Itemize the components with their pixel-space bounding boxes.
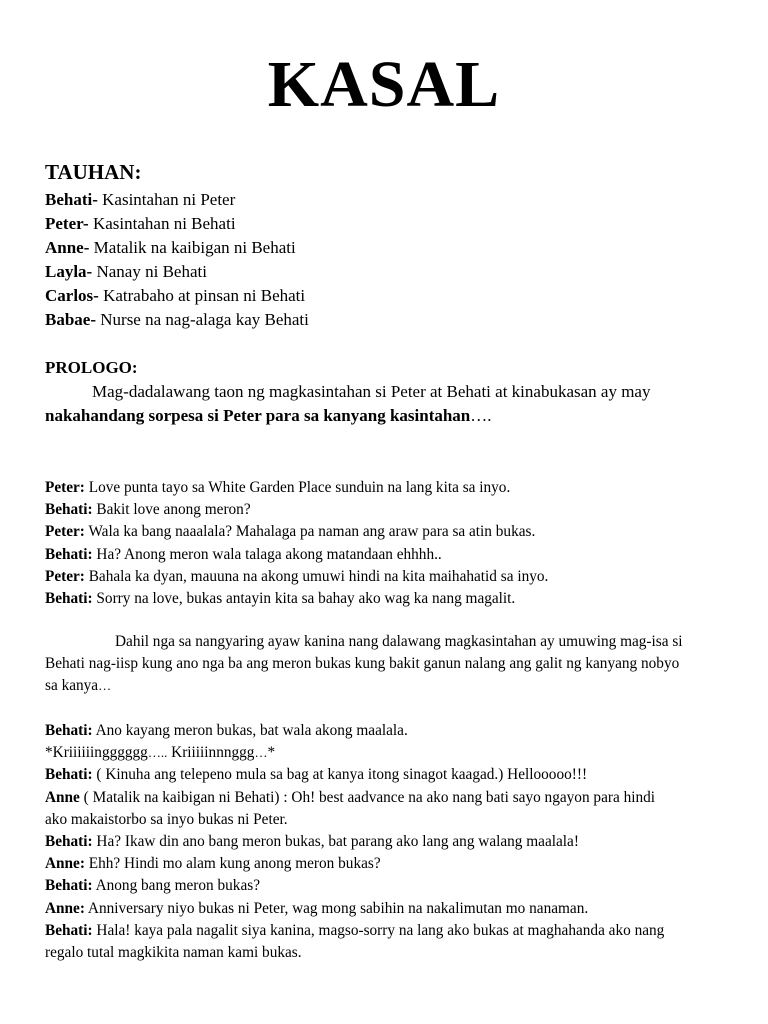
character-list: [45, 188, 309, 332]
speaker: Behati:: [45, 501, 93, 519]
character-desc: Kasintahan ni Peter: [97, 190, 236, 209]
character-name: Babae-: [45, 310, 96, 329]
dialogue-line: [45, 875, 735, 897]
dialogue-line: regalo tutal magkikita naman kami bukas.: [45, 944, 302, 962]
dialogue-text: Anong bang meron bukas?: [92, 877, 260, 895]
prologo-line: [45, 404, 725, 428]
narration-line: [45, 675, 735, 697]
character-row: [45, 308, 309, 332]
speaker: Behati:: [45, 590, 93, 608]
prologo-heading: PROLOGO:: [45, 358, 138, 377]
dialogue-line: [45, 521, 735, 543]
character-name: Layla-: [45, 262, 93, 281]
dialogue-block-1: [45, 477, 735, 610]
speaker: Behati:: [45, 766, 93, 784]
dialogue-text: Anniversary niyo bukas ni Peter, wag mong sabihin na nakalimutan mo nanaman.: [84, 899, 589, 917]
character-desc: Matalik na kaibigan ni Behati: [89, 238, 296, 257]
character-row: [45, 236, 309, 260]
speaker: Anne: [45, 788, 80, 806]
dialogue-line: [45, 588, 735, 610]
speaker: Behati:: [45, 545, 93, 563]
speaker: Peter:: [45, 479, 85, 496]
prologo-bold-text: nakahandang sorpesa si Peter para sa kanyang kasintahan: [45, 406, 471, 425]
speaker: Peter:: [45, 567, 85, 585]
dialogue-line: [45, 544, 735, 566]
document-title: KASAL: [267, 48, 501, 121]
sound-effect: *Kriiiiiingggggg: [45, 744, 148, 762]
dialogue-text: Ano kayang meron bukas, bat wala akong maalala.: [92, 722, 408, 739]
dialogue-text: Bakit love anong meron?: [92, 501, 251, 519]
dialogue-text: ( Matalik na kaibigan ni Behati) : Oh! best aadvance na ako nang bati sayo ngayon para hindi: [79, 788, 656, 806]
dialogue-line: ako makaistorbo sa inyo bukas ni Peter.: [45, 810, 288, 828]
sound-effect-end: *: [267, 744, 276, 762]
dialogue-text: Ehh? Hindi mo alam kung anong meron bukas?: [84, 855, 381, 873]
dialogue-line: [45, 477, 735, 499]
speaker: Anne:: [45, 899, 85, 917]
sound-ellipsis: …: [254, 745, 268, 761]
dialogue-text: Love punta tayo sa White Garden Place sunduin na lang kita sa inyo.: [84, 479, 511, 496]
speaker: Behati:: [45, 877, 93, 895]
dialogue-line: [45, 566, 735, 588]
narration-paragraph: [45, 631, 735, 698]
tauhan-heading: TAUHAN:: [45, 160, 142, 184]
speaker: Behati:: [45, 722, 93, 739]
prologo-ellipsis: ….: [470, 406, 492, 425]
prologo-line: Mag-dadalawang taon ng magkasintahan si Peter at Behati at kinabukasan ay may: [92, 382, 651, 401]
character-desc: Nanay ni Behati: [92, 262, 207, 281]
character-row: [45, 260, 309, 284]
character-row: [45, 212, 309, 236]
dialogue-text: Hala! kaya pala nagalit siya kanina, magso-sorry na lang ako bukas at maghahanda ako nang: [92, 921, 665, 939]
sound-effect: Kriiiiinnnggg: [167, 744, 255, 762]
narration-line: Behati nag-iisp kung ano nga ba ang meron bukas kung bakit ganun nalang ang galit ng kanyang nobyo: [45, 655, 680, 673]
character-desc: Kasintahan ni Behati: [88, 214, 236, 233]
dialogue-line: [45, 853, 735, 875]
narration-line: Dahil nga sa nangyaring ayaw kanina nang dalawang magkasintahan ay umuwing mag-isa si: [115, 633, 683, 650]
dialogue-line: [45, 831, 735, 853]
narration-text: sa kanya: [45, 677, 99, 695]
speaker: Behati:: [45, 921, 93, 939]
character-desc: Katrabaho at pinsan ni Behati: [98, 286, 306, 305]
dialogue-text: Ha? Anong meron wala talaga akong matandaan ehhhh..: [92, 545, 442, 563]
character-desc: Nurse na nag-alaga kay Behati: [96, 310, 309, 329]
character-name: Anne-: [45, 238, 90, 257]
dialogue-block-2: [45, 720, 735, 964]
sound-effect-line: [45, 742, 735, 764]
dialogue-text: Ha? Ikaw din ano bang meron bukas, bat parang ako lang ang walang maalala!: [92, 833, 579, 851]
dialogue-text: Bahala ka dyan, mauuna na akong umuwi hindi na kita maihahatid sa inyo.: [84, 567, 549, 585]
speaker: Peter:: [45, 523, 85, 541]
character-name: Behati-: [45, 190, 98, 209]
prologo-paragraph: [45, 380, 725, 428]
dialogue-text: Sorry na love, bukas antayin kita sa bahay ako wag ka nang magalit.: [92, 590, 516, 608]
dialogue-line: [45, 898, 735, 920]
dialogue-text: ( Kinuha ang telepeno mula sa bag at kanya itong sinagot kaagad.) Hellooooo!!!: [92, 766, 588, 784]
character-row: [45, 284, 309, 308]
sound-ellipsis: …..: [147, 745, 168, 761]
dialogue-line: [45, 920, 735, 942]
character-row: [45, 188, 309, 212]
narration-ellipsis: …: [98, 678, 112, 694]
character-name: Peter-: [45, 214, 89, 233]
character-name: Carlos-: [45, 286, 99, 305]
speaker: Behati:: [45, 833, 93, 851]
dialogue-text: Wala ka bang naaalala? Mahalaga pa naman ang araw para sa atin bukas.: [84, 523, 536, 541]
speaker: Anne:: [45, 855, 85, 873]
dialogue-line: [45, 787, 735, 809]
dialogue-line: [45, 720, 735, 742]
dialogue-line: [45, 764, 735, 786]
dialogue-line: [45, 499, 735, 521]
